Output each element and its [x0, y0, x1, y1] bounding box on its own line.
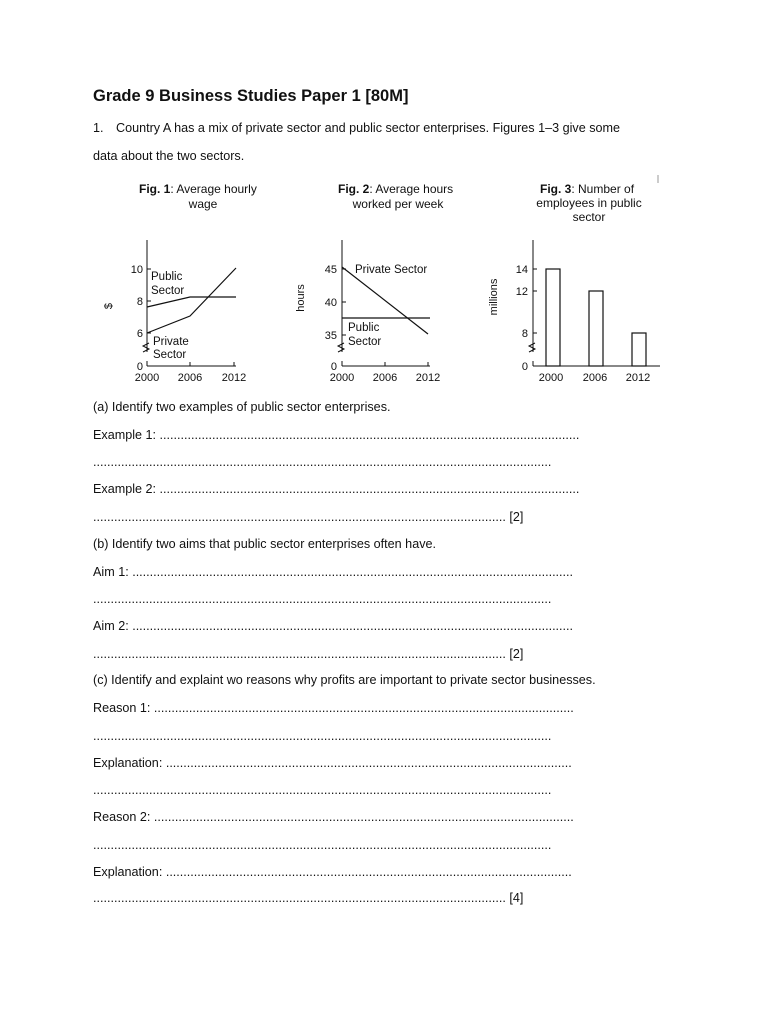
part-b-answer-line[interactable]: ...................................................................................................................... [2] [93, 647, 524, 661]
part-c-reason-2-line[interactable]: Reason 2: ........................................................................................................................ [93, 810, 574, 824]
svg-text:Fig. 3: Number of [540, 182, 635, 196]
page-title: Grade 9 Business Studies Paper 1 [80M] [93, 87, 409, 105]
part-b-aim-1-line[interactable]: Aim 1: .............................................................................................................................. [93, 565, 574, 579]
fig3-ytick: 12 [515, 286, 528, 298]
fig2-ytick: 40 [324, 297, 337, 309]
fig2-xtick: 2012 [415, 372, 441, 384]
fig2-title-bold: Fig. 2 [338, 182, 370, 196]
fig2-axis-break-icon [338, 343, 344, 352]
fig3-ytick: 0 [521, 361, 528, 373]
fig2-private-label: Private Sector [355, 264, 428, 276]
part-c-reason-1-line[interactable]: Reason 1: ........................................................................................................................ [93, 701, 574, 715]
fig3-bar [632, 333, 646, 366]
fig3-xtick: 2012 [625, 372, 651, 384]
part-a-answer-line[interactable]: ................................................................................................................................... [93, 455, 552, 469]
fig2-public-label-2: Sector [348, 336, 382, 348]
fig1-axis-break-icon [143, 343, 149, 352]
fig3-axis-break-icon [529, 343, 535, 352]
fig3-ylabel: millions [488, 278, 500, 316]
fig2-ylabel: hours [295, 284, 307, 312]
svg-text:Fig. 2: Average hours [338, 182, 453, 196]
fig1-public-label-1: Public [151, 271, 183, 283]
fig1-xtick: 2000 [134, 372, 160, 384]
question-intro-line-2: data about the two sectors. [93, 149, 245, 163]
part-a-example-1-line[interactable]: Example 1: ........................................................................................................................ [93, 428, 580, 442]
fig3-xtick: 2000 [538, 372, 564, 384]
fig1-private-label-1: Private [153, 336, 189, 348]
fig1-title-line2: wage [188, 197, 218, 211]
fig1-ytick: 6 [136, 328, 143, 340]
fig3-ytick: 14 [515, 264, 528, 276]
part-b-aim-2-line[interactable]: Aim 2: .............................................................................................................................. [93, 619, 574, 633]
part-c-question: (c) Identify and explaint wo reasons why profits are important to private sector businesses. [93, 673, 596, 687]
fig2-ytick: 0 [330, 361, 337, 373]
fig1-xtick: 2006 [177, 372, 203, 384]
part-c-answer-line[interactable]: ................................................................................................................................... [93, 729, 552, 743]
fig1-ytick: 10 [130, 264, 143, 276]
part-c-explanation-2-line[interactable]: Explanation: .................................................................................................................... [93, 865, 572, 879]
part-b-question: (b) Identify two aims that public sector enterprises often have. [93, 537, 436, 551]
fig1-xtick: 2012 [221, 372, 247, 384]
fig2-title-rest: : Average hours [369, 182, 454, 196]
fig2-title-line2: worked per week [352, 197, 444, 211]
fig3-ytick: 8 [521, 328, 528, 340]
fig1-ytick: 0 [136, 361, 143, 373]
question-intro-line-1: Country A has a mix of private sector and public sector enterprises. Figures 1–3 give some [116, 121, 620, 135]
fig1-chart [103, 182, 257, 384]
fig3-chart [488, 175, 660, 384]
fig1-ylabel: $ [103, 302, 115, 310]
fig2-xtick: 2000 [329, 372, 355, 384]
fig1-ytick: 8 [136, 296, 143, 308]
fig1-public-label-2: Sector [151, 285, 185, 297]
part-c-answer-line[interactable]: ................................................................................................................................... [93, 783, 552, 797]
svg-text:Fig. 1: Average hourly [139, 182, 257, 196]
fig3-title-rest: : Number of [571, 182, 635, 196]
fig3-title-bold: Fig. 3 [540, 182, 572, 196]
fig1-title-rest: : Average hourly [170, 182, 257, 196]
fig1-private-label-2: Sector [153, 349, 187, 361]
fig2-public-label-1: Public [348, 322, 380, 334]
part-c-explanation-1-line[interactable]: Explanation: .................................................................................................................... [93, 756, 572, 770]
part-a-example-2-line[interactable]: Example 2: ........................................................................................................................ [93, 482, 580, 496]
fig3-title-line3: sector [572, 210, 606, 224]
part-b-answer-line[interactable]: ................................................................................................................................... [93, 592, 552, 606]
fig2-xtick: 2006 [372, 372, 398, 384]
figures-area [0, 0, 768, 400]
part-a-answer-line[interactable]: ...................................................................................................................... [2] [93, 510, 524, 524]
part-c-answer-line[interactable]: ................................................................................................................................... [93, 838, 552, 852]
fig3-bar [546, 269, 560, 366]
fig2-ytick: 45 [324, 264, 337, 276]
fig1-public-sector-line [147, 297, 236, 307]
fig2-ytick: 35 [324, 330, 337, 342]
fig3-xtick: 2006 [582, 372, 608, 384]
question-number: 1. [93, 121, 104, 135]
part-c-answer-line[interactable]: ...................................................................................................................... [4] [93, 891, 524, 905]
fig3-bar [589, 291, 603, 366]
fig2-chart [295, 182, 453, 384]
fig1-title-bold: Fig. 1 [139, 182, 171, 196]
fig3-title-line2: employees in public [536, 196, 642, 210]
part-a-question: (a) Identify two examples of public sector enterprises. [93, 400, 391, 414]
